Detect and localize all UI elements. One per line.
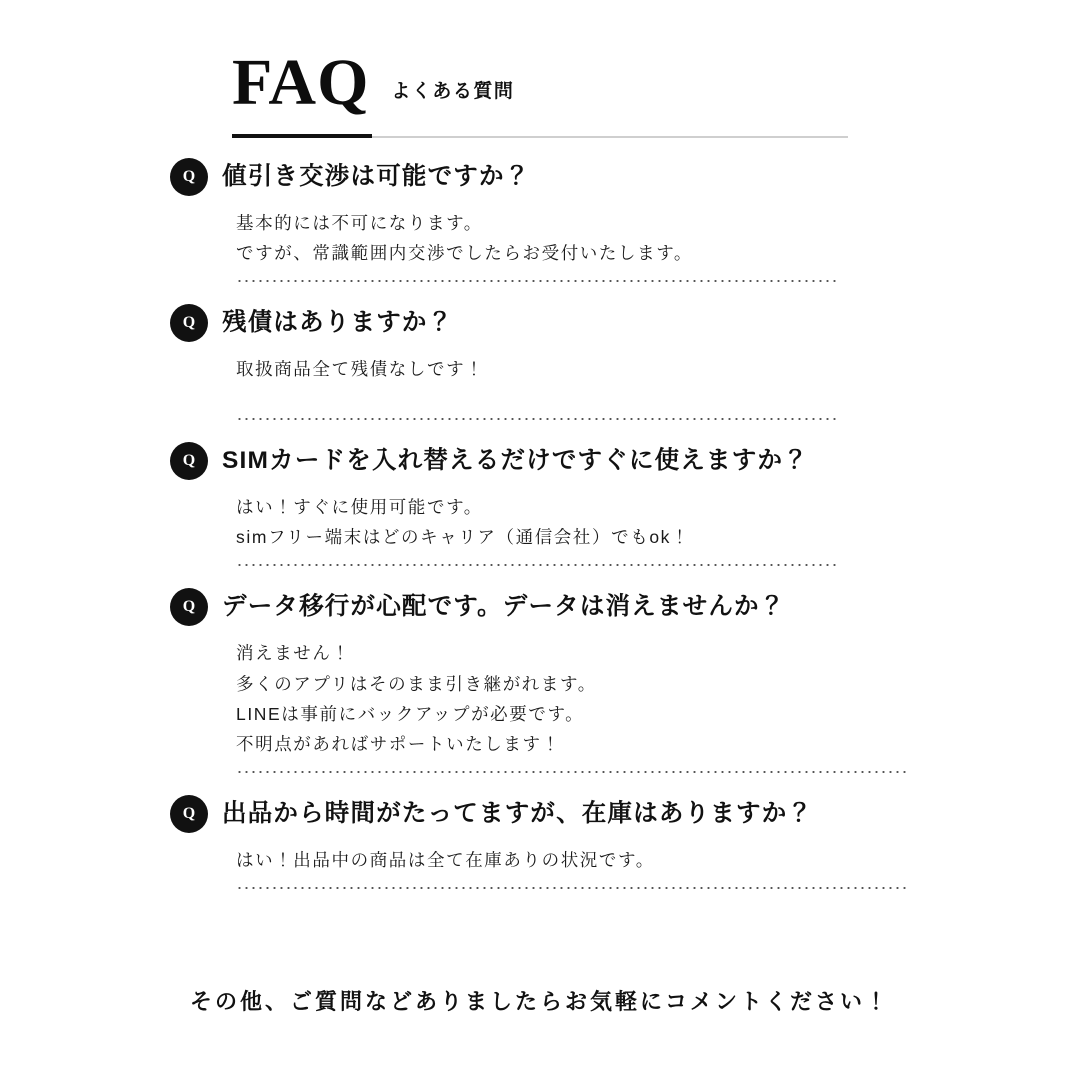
page-subtitle: よくある質問 [391,80,515,102]
faq-answer [236,492,930,552]
faq-answer-line: はい！すぐに使用可能です。 [236,497,483,518]
page-header [232,46,848,119]
page-title: FAQ [232,46,370,119]
faq-item [170,156,930,282]
faq-answer [236,354,930,384]
faq-divider [236,280,836,282]
faq-answer-line: LINEは事前にバックアップが必要です。 [236,703,585,724]
faq-answer-line: 取扱商品全て残債なしです！ [236,359,485,380]
faq-question: SIMカードを入れ替えるだけですぐに使えますか？ [222,447,809,475]
title-underline [232,134,372,138]
faq-list [170,156,930,895]
footer-note: その他、ご質問などありましたらお気軽にコメントください！ [189,989,890,1014]
faq-answer-line: はい！出品中の商品は全て在庫ありの状況です。 [236,849,655,870]
question-badge-icon: Q [170,588,208,626]
faq-question: 値引き交渉は可能ですか？ [222,163,531,190]
faq-item [170,793,930,889]
faq-answer-line: 基本的には不可になります。 [236,213,483,233]
question-badge-icon: Q [170,158,208,196]
question-badge-icon: Q [170,795,208,833]
faq-question-row [170,302,930,342]
faq-question-row [170,156,930,196]
faq-question-row [170,586,930,626]
faq-divider [236,771,906,773]
faq-answer [236,638,930,758]
faq-question: データ移行が心配です。データは消えませんか？ [222,593,786,621]
faq-question-row [170,793,930,833]
faq-item [170,586,930,772]
spacer [170,384,930,406]
question-badge-icon: Q [170,442,208,480]
question-badge-icon: Q [170,304,208,342]
header-title-row [232,46,848,119]
faq-answer [236,208,930,268]
faq-question-row [170,440,930,480]
faq-item [170,440,930,566]
faq-item [170,302,930,420]
faq-answer-line: ですが、常識範囲内交渉でしたらお受付いたします。 [236,243,693,264]
faq-question: 出品から時間がたってますが、在庫はありますか？ [222,799,814,827]
faq-answer-line: 不明点があればサポートいたします！ [236,733,561,754]
faq-answer [236,845,930,875]
faq-question: 残債はありますか？ [222,309,454,337]
faq-answer-line: 消えません！ [236,643,351,664]
faq-divider [236,887,906,889]
faq-divider [236,564,836,566]
faq-answer-line: 多くのアプリはそのまま引き継がれます。 [236,673,597,694]
faq-divider [236,418,836,420]
faq-answer-line: simフリー端末はどのキャリア（通信会社）でもok！ [236,527,691,548]
